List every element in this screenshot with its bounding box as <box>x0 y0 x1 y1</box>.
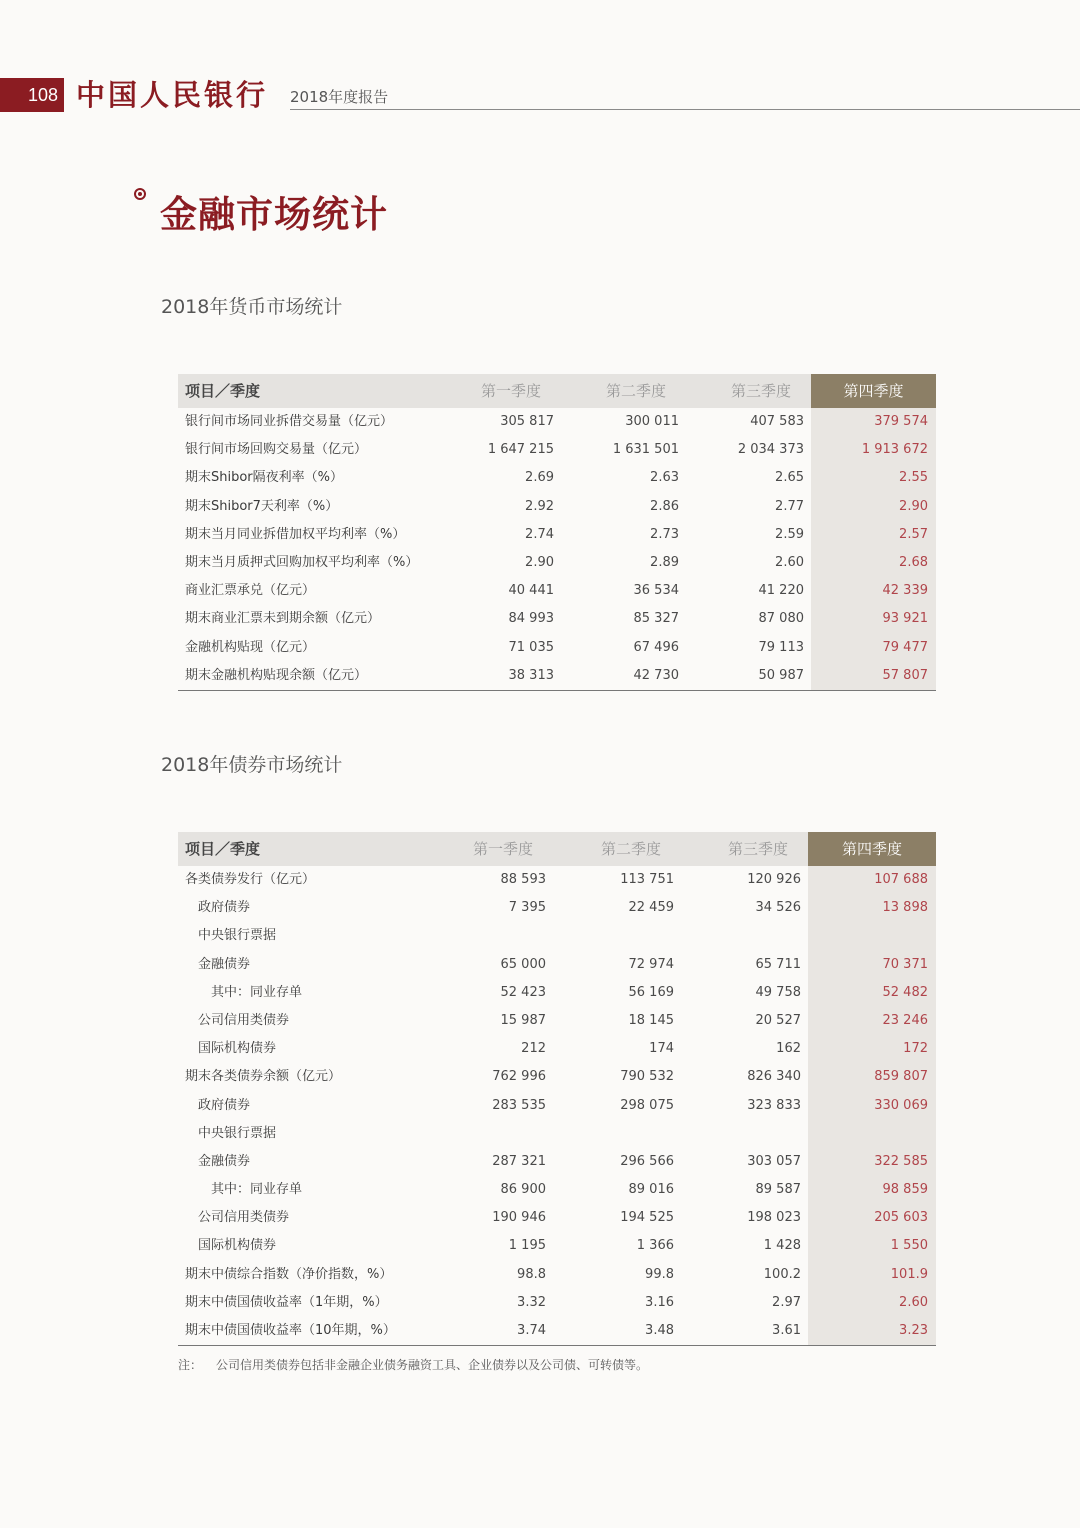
cell-q3: 323 833 <box>747 1097 801 1113</box>
table-row <box>178 1007 936 1035</box>
cell-q2: 113 751 <box>620 872 674 887</box>
cell-q1: 52 423 <box>500 984 546 1000</box>
cell-q1: 2.92 <box>525 498 554 514</box>
cell-q4: 57 807 <box>882 667 928 683</box>
row-label: 各类债券发行（亿元） <box>185 872 316 887</box>
cell-q3: 2.97 <box>772 1294 801 1310</box>
cell-q2: 1 366 <box>636 1238 674 1254</box>
table-row <box>178 1092 936 1120</box>
cell-q3: 120 926 <box>747 872 801 887</box>
row-label: 期末中债综合指数（净价指数，%） <box>185 1266 393 1282</box>
cell-q4: 93 921 <box>882 611 928 627</box>
cell-q1 <box>460 1120 546 1148</box>
cell-q2: 194 525 <box>620 1210 674 1226</box>
cell-q4 <box>808 1120 936 1148</box>
cell-q2: 72 974 <box>628 956 674 972</box>
cell-q2: 56 169 <box>628 984 674 1000</box>
cell-q2: 22 459 <box>628 900 674 916</box>
cell-q1: 1 195 <box>508 1238 546 1254</box>
column-header-q4: 第四季度 <box>808 832 936 866</box>
table-row <box>178 1148 936 1176</box>
section-title: 金融市场统计 <box>160 193 388 236</box>
table-row <box>178 436 936 464</box>
cell-q3: 2.65 <box>775 470 804 486</box>
organization-logo-text: 中国人民银行 <box>76 78 269 112</box>
table-row <box>178 662 936 690</box>
table-row <box>178 894 936 922</box>
cell-q4: 52 482 <box>882 984 928 1000</box>
cell-q3: 2.77 <box>775 498 804 514</box>
column-header-item: 项目／季度 <box>185 382 261 400</box>
cell-q1: 98.8 <box>517 1266 546 1282</box>
cell-q4: 107 688 <box>874 872 928 887</box>
cell-q2: 99.8 <box>645 1266 674 1282</box>
cell-q3: 2.60 <box>775 554 804 570</box>
cell-q1: 88 593 <box>500 872 546 887</box>
cell-q1: 71 035 <box>508 639 554 655</box>
cell-q4: 1 550 <box>890 1238 928 1254</box>
table-row <box>178 1063 936 1091</box>
cell-q1: 212 <box>521 1041 546 1057</box>
cell-q3: 303 057 <box>747 1153 801 1169</box>
cell-q3: 49 758 <box>755 984 801 1000</box>
cell-q2: 67 496 <box>633 639 679 655</box>
row-label: 期末当月质押式回购加权平均利率（%） <box>185 554 419 570</box>
table-row <box>178 464 936 492</box>
money-market-title: 2018年货币市场统计 <box>161 296 343 318</box>
row-label: 公司信用类债券 <box>198 1210 290 1226</box>
footnote-text: 公司信用类债券包括非金融企业债务融资工具、企业债券以及公司债、可转债等。 <box>216 1358 649 1372</box>
table-bottom-rule <box>178 690 936 691</box>
footnote <box>178 1356 648 1373</box>
page-header <box>0 78 1080 112</box>
row-label: 公司信用类债券 <box>198 1012 290 1028</box>
cell-q3: 89 587 <box>755 1182 801 1198</box>
cell-q1 <box>460 922 546 950</box>
cell-q4 <box>808 922 936 950</box>
column-header-item: 项目／季度 <box>185 840 261 858</box>
bond-market-table <box>178 832 936 1346</box>
page-number: 108 <box>0 78 64 112</box>
cell-q2: 42 730 <box>633 667 679 683</box>
cell-q2: 2.63 <box>650 470 679 486</box>
cell-q1: 2.74 <box>525 526 554 542</box>
cell-q3 <box>715 922 801 950</box>
cell-q1: 2.90 <box>525 554 554 570</box>
row-label: 期末Shibor隔夜利率（%） <box>185 470 344 486</box>
row-label: 期末中债国债收益率（10年期，%） <box>185 1323 396 1338</box>
row-label: 商业汇票承兑（亿元） <box>185 583 316 599</box>
table-row <box>178 1261 936 1289</box>
cell-q3: 407 583 <box>750 414 804 429</box>
table-row <box>178 979 936 1007</box>
cell-q2 <box>588 922 674 950</box>
row-label: 国际机构债券 <box>198 1041 277 1057</box>
column-header-q3: 第三季度 <box>730 382 791 400</box>
header-divider <box>290 109 1080 110</box>
cell-q4: 2.57 <box>899 526 928 542</box>
cell-q2: 36 534 <box>633 583 679 599</box>
row-label: 期末各类债券余额（亿元） <box>185 1069 342 1085</box>
table-row <box>178 1232 936 1260</box>
cell-q4: 79 477 <box>882 639 928 655</box>
cell-q1: 7 395 <box>508 900 546 916</box>
column-header-q1: 第一季度 <box>480 382 541 400</box>
row-label: 期末Shibor7天利率（%） <box>185 498 339 514</box>
cell-q3: 79 113 <box>758 639 804 655</box>
footnote-label: 注： <box>178 1358 203 1372</box>
row-label: 银行间市场回购交易量（亿元） <box>185 442 368 458</box>
column-header-q2: 第二季度 <box>605 382 666 400</box>
cell-q4: 98 859 <box>882 1182 928 1198</box>
row-label: 金融债券 <box>198 1153 251 1169</box>
cell-q1: 84 993 <box>508 611 554 627</box>
cell-q4: 172 <box>903 1041 928 1057</box>
cell-q1: 40 441 <box>508 583 554 599</box>
money-market-table <box>178 374 936 691</box>
cell-q1: 38 313 <box>508 667 554 683</box>
cell-q2: 296 566 <box>620 1153 674 1169</box>
cell-q1: 15 987 <box>500 1012 546 1028</box>
row-label: 期末中债国债收益率（1年期，%） <box>185 1294 388 1310</box>
cell-q4: 859 807 <box>874 1069 928 1085</box>
table-row <box>178 1289 936 1317</box>
table-row <box>178 549 936 577</box>
cell-q2: 3.16 <box>645 1294 674 1310</box>
table-row <box>178 1204 936 1232</box>
table-row <box>178 577 936 605</box>
table-bottom-rule <box>178 1345 936 1346</box>
column-header-q2: 第二季度 <box>600 840 661 858</box>
cell-q2: 18 145 <box>628 1012 674 1028</box>
cell-q4: 13 898 <box>882 900 928 916</box>
cell-q3: 87 080 <box>758 611 804 627</box>
row-label: 期末商业汇票未到期余额（亿元） <box>185 611 381 627</box>
cell-q1: 190 946 <box>492 1210 546 1226</box>
table-row <box>178 1120 936 1148</box>
cell-q3: 2.59 <box>775 526 804 542</box>
cell-q4: 42 339 <box>882 583 928 599</box>
cell-q4: 23 246 <box>882 1012 928 1028</box>
column-header-q4: 第四季度 <box>811 374 936 408</box>
cell-q3: 162 <box>776 1041 801 1057</box>
table-row <box>178 605 936 633</box>
cell-q4: 330 069 <box>874 1097 928 1113</box>
cell-q3: 3.61 <box>772 1323 801 1338</box>
cell-q3: 100.2 <box>763 1266 801 1282</box>
bond-market-title: 2018年债券市场统计 <box>161 754 343 776</box>
cell-q1: 65 000 <box>500 956 546 972</box>
cell-q1: 283 535 <box>492 1097 546 1113</box>
row-label: 银行间市场同业拆借交易量（亿元） <box>185 414 394 429</box>
cell-q2: 2.89 <box>650 554 679 570</box>
table-row <box>178 951 936 979</box>
table-header-row <box>178 374 936 408</box>
row-label: 中央银行票据 <box>198 1125 277 1141</box>
row-label: 政府债券 <box>198 900 251 916</box>
table-row <box>178 922 936 950</box>
row-label: 其中：同业存单 <box>211 1182 303 1198</box>
cell-q4: 322 585 <box>874 1153 928 1169</box>
cell-q3: 41 220 <box>758 583 804 599</box>
cell-q3: 65 711 <box>755 956 801 972</box>
cell-q2: 2.73 <box>650 526 679 542</box>
cell-q2 <box>588 1120 674 1148</box>
cell-q2: 298 075 <box>620 1097 674 1113</box>
table-row <box>178 1176 936 1204</box>
row-label: 国际机构债券 <box>198 1238 277 1254</box>
cell-q2: 85 327 <box>633 611 679 627</box>
cell-q1: 1 647 215 <box>487 442 554 458</box>
cell-q3: 20 527 <box>755 1012 801 1028</box>
table-row <box>178 1317 936 1345</box>
row-label: 中央银行票据 <box>198 928 277 944</box>
table-row <box>178 521 936 549</box>
cell-q2: 1 631 501 <box>612 442 679 458</box>
cell-q4: 1 913 672 <box>861 442 928 458</box>
cell-q3: 198 023 <box>747 1210 801 1226</box>
cell-q3: 34 526 <box>755 900 801 916</box>
cell-q4: 2.55 <box>899 470 928 486</box>
cell-q4: 2.60 <box>899 1294 928 1310</box>
cell-q2: 89 016 <box>628 1182 674 1198</box>
column-header-q3: 第三季度 <box>727 840 788 858</box>
cell-q1: 762 996 <box>492 1069 546 1085</box>
column-header-q1: 第一季度 <box>472 840 533 858</box>
section-bullet-icon <box>134 188 146 200</box>
cell-q1: 305 817 <box>500 414 554 429</box>
row-label: 金融机构贴现（亿元） <box>185 639 316 655</box>
cell-q4: 2.90 <box>899 498 928 514</box>
cell-q3: 50 987 <box>758 667 804 683</box>
cell-q1: 3.32 <box>517 1294 546 1310</box>
cell-q3 <box>715 1120 801 1148</box>
cell-q4: 70 371 <box>882 956 928 972</box>
table-row <box>178 866 936 894</box>
row-label: 期末金融机构贴现余额（亿元） <box>185 667 368 683</box>
table-row <box>178 634 936 662</box>
cell-q3: 1 428 <box>763 1238 801 1254</box>
row-label: 政府债券 <box>198 1097 251 1113</box>
cell-q1: 3.74 <box>517 1323 546 1338</box>
cell-q4: 205 603 <box>874 1210 928 1226</box>
table-row <box>178 408 936 436</box>
cell-q4: 379 574 <box>874 414 928 429</box>
cell-q4: 2.68 <box>899 554 928 570</box>
row-label: 其中：同业存单 <box>211 984 303 1000</box>
cell-q1: 2.69 <box>525 470 554 486</box>
table-row <box>178 1035 936 1063</box>
cell-q3: 2 034 373 <box>737 442 804 458</box>
table-row <box>178 493 936 521</box>
table-header-row <box>178 832 936 866</box>
cell-q4: 3.23 <box>899 1323 928 1338</box>
cell-q4: 101.9 <box>890 1266 928 1282</box>
cell-q2: 174 <box>649 1041 674 1057</box>
row-label: 金融债券 <box>198 956 251 972</box>
cell-q3: 826 340 <box>747 1069 801 1085</box>
row-label: 期末当月同业拆借加权平均利率（%） <box>185 526 406 542</box>
cell-q2: 790 532 <box>620 1069 674 1085</box>
report-title: 2018年度报告 <box>290 88 389 106</box>
cell-q2: 2.86 <box>650 498 679 514</box>
cell-q1: 287 321 <box>492 1153 546 1169</box>
cell-q2: 300 011 <box>625 414 679 429</box>
cell-q2: 3.48 <box>645 1323 674 1338</box>
cell-q1: 86 900 <box>500 1182 546 1198</box>
